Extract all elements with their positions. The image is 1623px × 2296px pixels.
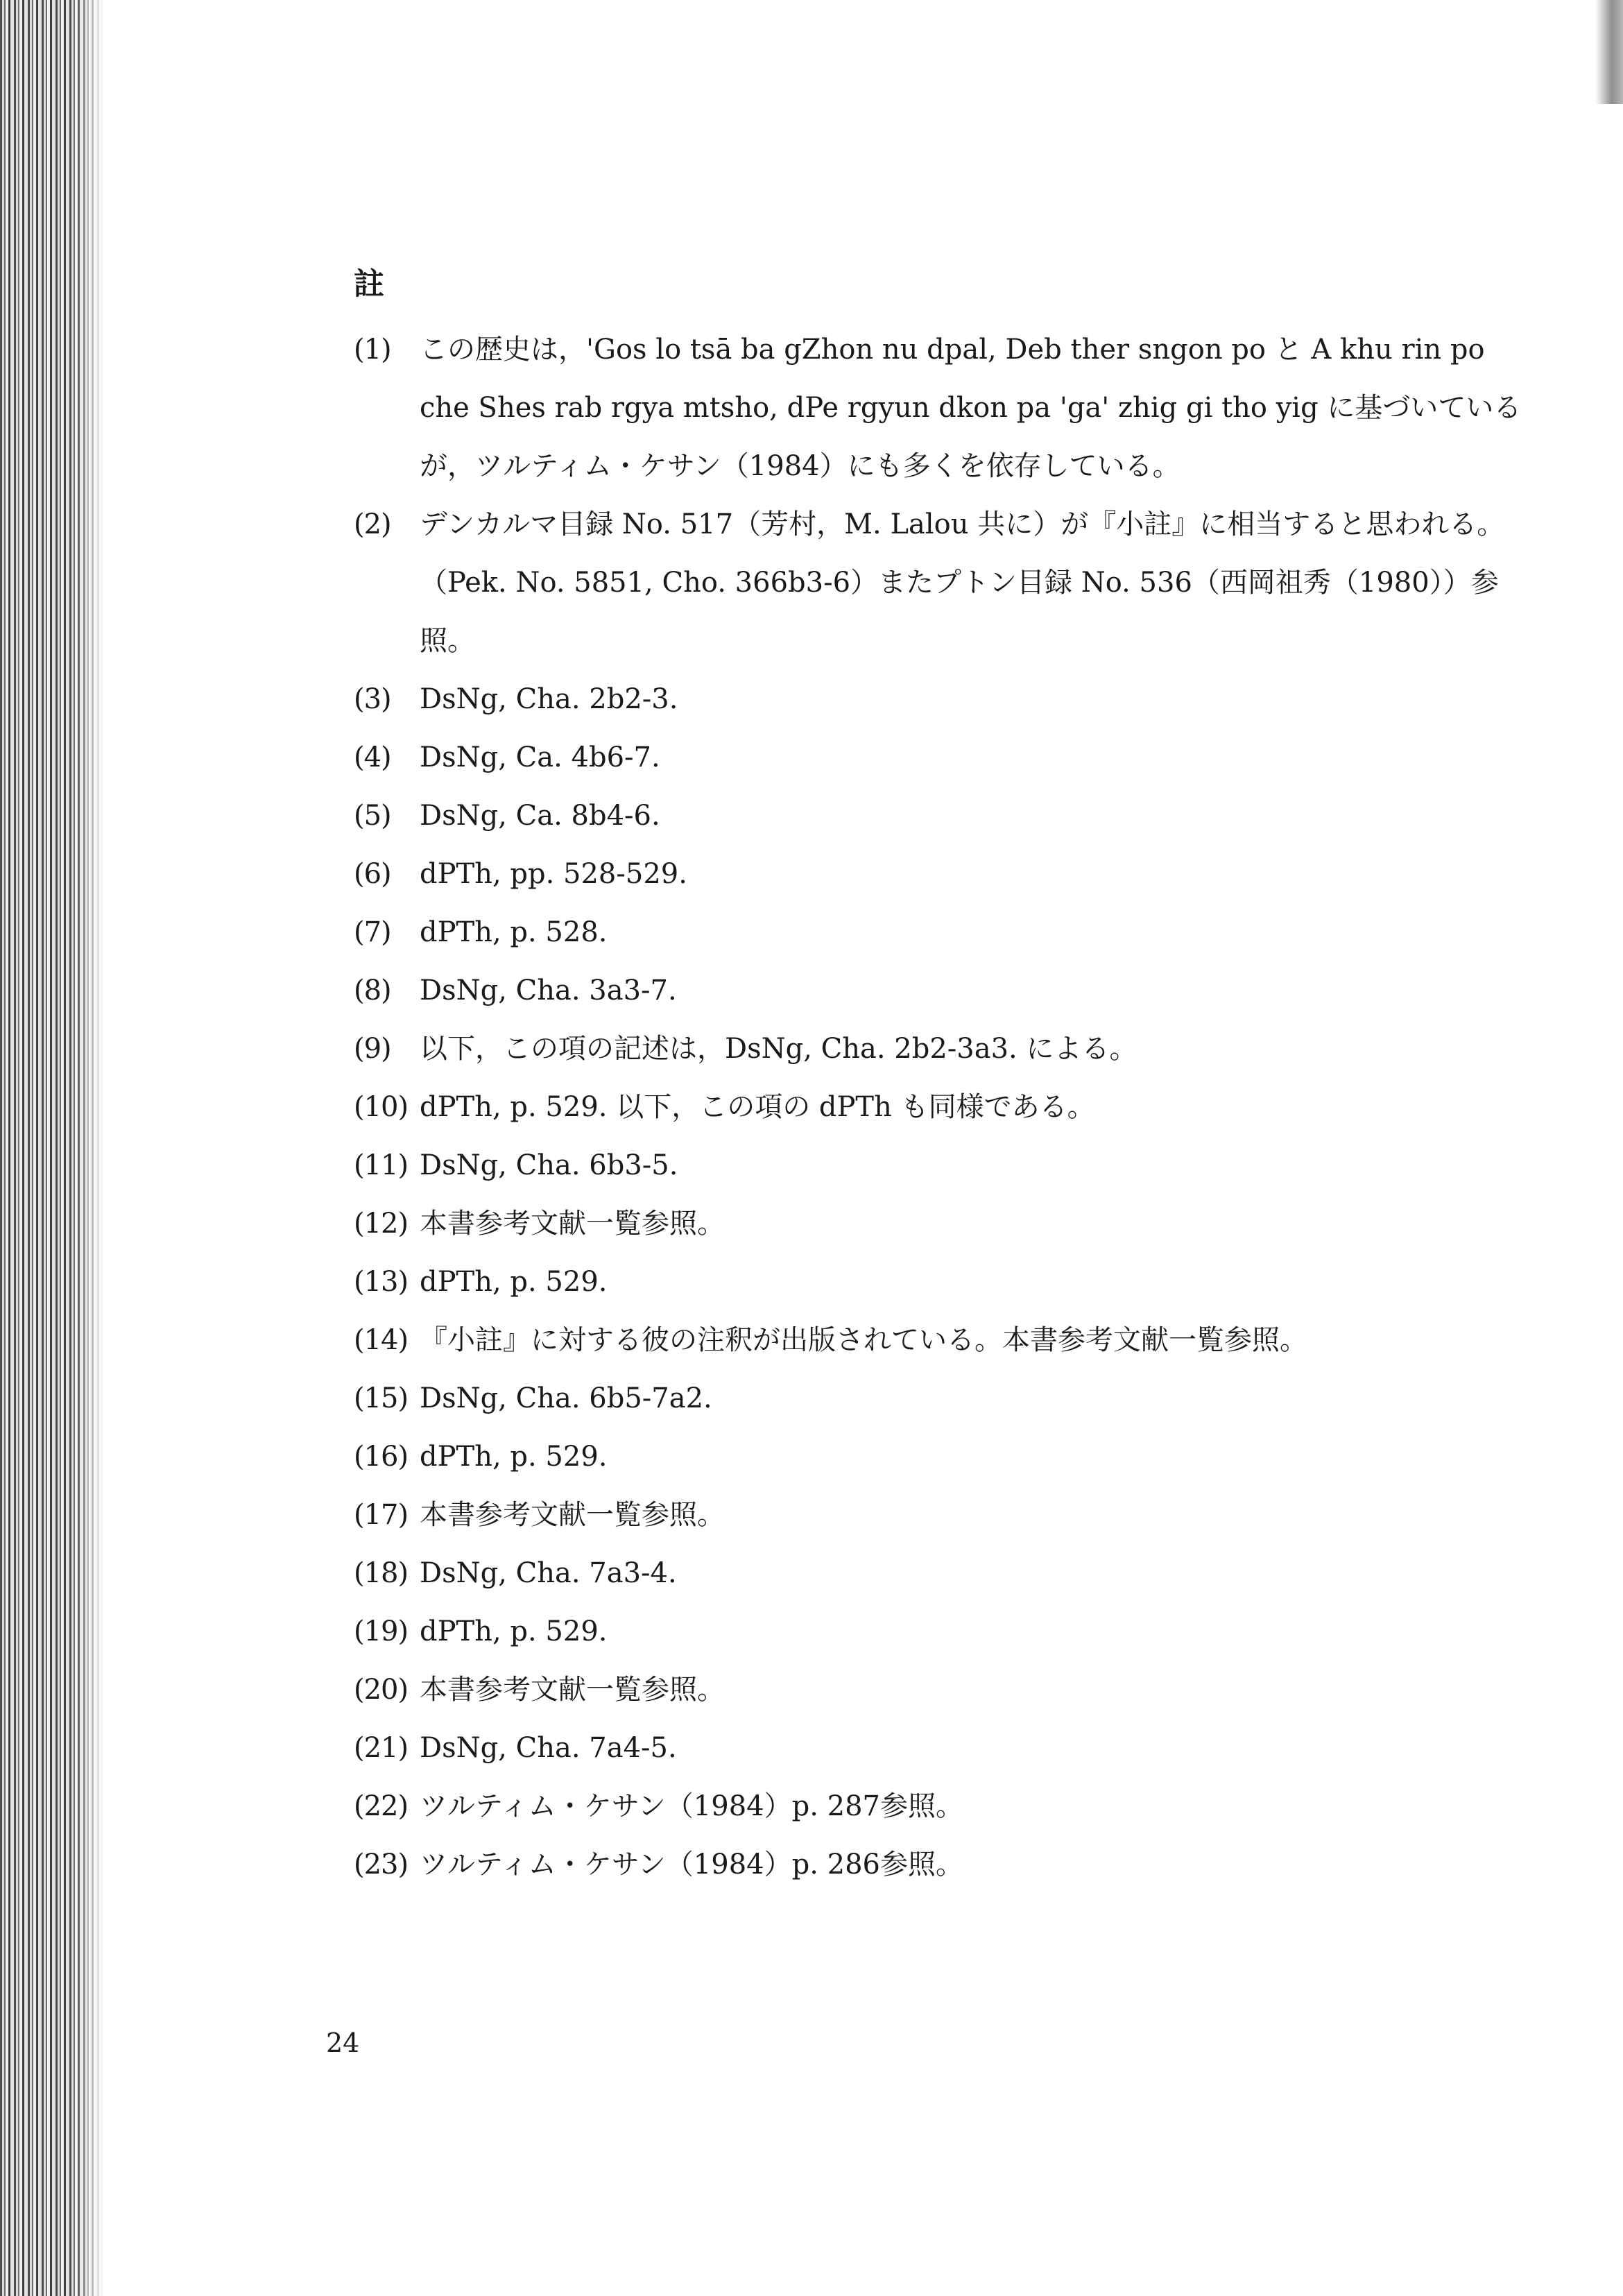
note-number: (12) <box>354 1208 409 1240</box>
note-number: (7) <box>354 916 391 948</box>
note-12 <box>354 1194 1533 1253</box>
note-2 <box>354 495 1533 670</box>
note-number: (10) <box>354 1091 409 1123</box>
note-19 <box>354 1602 1533 1661</box>
note-number: (1) <box>354 334 391 366</box>
note-9 <box>354 1020 1533 1078</box>
note-13 <box>354 1253 1533 1311</box>
note-number: (8) <box>354 975 391 1006</box>
note-text: DsNg, Cha. 2b2-3. <box>420 683 678 715</box>
note-text: 本書参考文献一覧参照。 <box>420 1208 725 1240</box>
note-11 <box>354 1136 1533 1194</box>
note-number: (15) <box>354 1382 409 1414</box>
note-number: (19) <box>354 1616 409 1647</box>
note-20 <box>354 1661 1533 1719</box>
note-number: (22) <box>354 1790 409 1822</box>
note-7 <box>354 903 1533 961</box>
note-number: (3) <box>354 683 391 715</box>
note-22 <box>354 1777 1533 1835</box>
note-21 <box>354 1719 1533 1777</box>
note-text: DsNg, Cha. 6b3-5. <box>420 1149 678 1181</box>
note-16 <box>354 1428 1533 1486</box>
note-1 <box>354 320 1533 495</box>
note-number: (11) <box>354 1149 409 1181</box>
note-text: DsNg, Ca. 8b4-6. <box>420 800 660 832</box>
note-text: dPTh, pp. 528-529. <box>420 858 687 890</box>
note-number: (23) <box>354 1849 409 1881</box>
note-text: DsNg, Cha. 6b5-7a2. <box>420 1382 712 1414</box>
notes-heading: 註 <box>354 266 384 302</box>
note-number: (16) <box>354 1441 409 1473</box>
note-text: この歴史は，'Gos lo tsā ba gZhon nu dpal, Deb ther sngon po と A khu rin po che Shes rab rgya mtsho, dPe rgyun dkon pa 'ga' zhig gi tho yig に基づいているが，ツルティム・ケサン（1984）にも多くを依存している。 <box>420 334 1522 482</box>
note-text: DsNg, Cha. 7a4-5. <box>420 1732 677 1764</box>
note-text: dPTh, p. 529. 以下，この項の dPTh も同様である。 <box>420 1091 1095 1123</box>
binding-shadow <box>0 0 104 2296</box>
note-4 <box>354 728 1533 787</box>
note-6 <box>354 845 1533 903</box>
note-5 <box>354 787 1533 845</box>
note-text: ツルティム・ケサン（1984）p. 286参照。 <box>420 1849 963 1881</box>
note-18 <box>354 1544 1533 1602</box>
note-text: 以下，この項の記述は，DsNg, Cha. 2b2-3a3. による。 <box>420 1033 1137 1065</box>
note-text: dPTh, p. 529. <box>420 1266 608 1298</box>
note-17 <box>354 1486 1533 1544</box>
note-10 <box>354 1078 1533 1136</box>
note-3 <box>354 670 1533 728</box>
note-text: 本書参考文献一覧参照。 <box>420 1499 725 1531</box>
note-number: (2) <box>354 508 391 540</box>
page-number: 24 <box>326 2028 360 2058</box>
note-number: (9) <box>354 1033 391 1065</box>
note-number: (4) <box>354 742 391 773</box>
note-text: デンカルマ目録 No. 517（芳村，M. Lalou 共に）が『小註』に相当すると思われる。（Pek. No. 5851, Cho. 366b3-6）またプトン目録 No. 536（西岡祖秀（1980））参照。 <box>420 508 1505 657</box>
notes-page <box>354 264 1533 1894</box>
note-text: dPTh, p. 529. <box>420 1441 608 1473</box>
note-text: DsNg, Ca. 4b6-7. <box>420 742 660 773</box>
note-text: dPTh, p. 528. <box>420 916 608 948</box>
note-number: (5) <box>354 800 391 832</box>
note-number: (17) <box>354 1499 409 1531</box>
note-number: (6) <box>354 858 391 890</box>
note-15 <box>354 1369 1533 1428</box>
note-text: DsNg, Cha. 3a3-7. <box>420 975 677 1006</box>
note-text: dPTh, p. 529. <box>420 1616 608 1647</box>
note-14 <box>354 1311 1533 1369</box>
note-text: ツルティム・ケサン（1984）p. 287参照。 <box>420 1790 963 1822</box>
note-number: (21) <box>354 1732 409 1764</box>
note-number: (13) <box>354 1266 409 1298</box>
note-8 <box>354 961 1533 1020</box>
note-number: (20) <box>354 1674 409 1706</box>
note-number: (18) <box>354 1557 409 1589</box>
note-text: 『小註』に対する彼の注釈が出版されている。本書参考文献一覧参照。 <box>420 1324 1307 1356</box>
note-text: 本書参考文献一覧参照。 <box>420 1674 725 1706</box>
note-text: DsNg, Cha. 7a3-4. <box>420 1557 677 1589</box>
note-23 <box>354 1835 1533 1894</box>
note-number: (14) <box>354 1324 409 1356</box>
scan-corner-mark <box>1595 0 1623 104</box>
